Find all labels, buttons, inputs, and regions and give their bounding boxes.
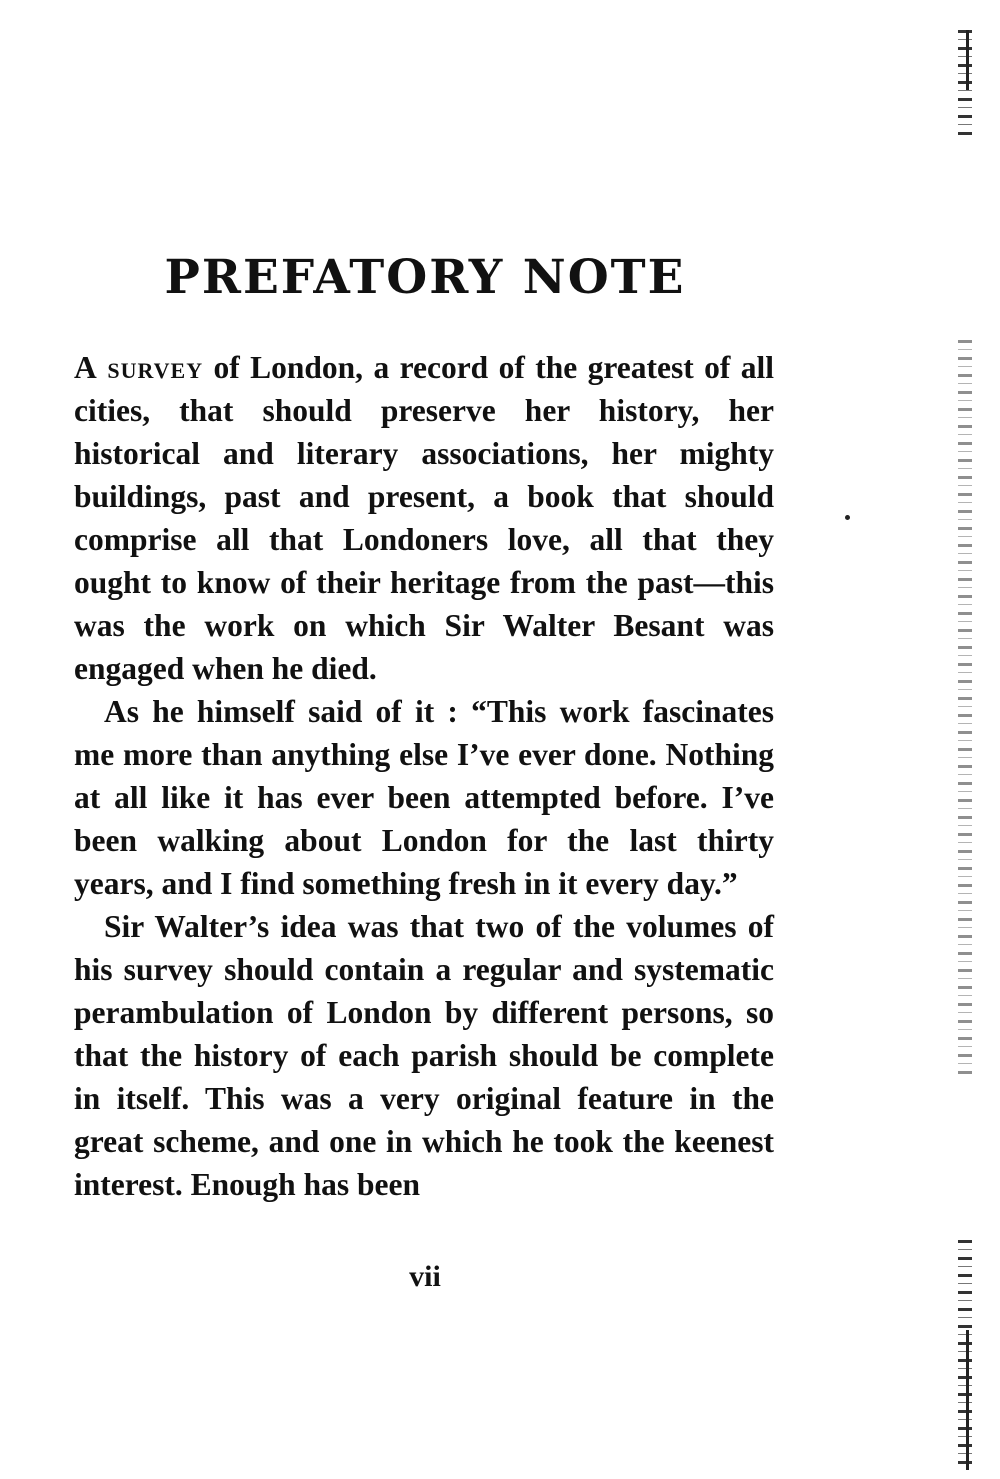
scan-edge-line-top xyxy=(966,30,969,90)
paragraph-1-lead: A survey xyxy=(74,350,204,385)
scan-edge-shadow-middle xyxy=(958,340,972,1080)
paragraph-3: Sir Walter’s idea was that two of the volumes of his survey should contain a regular and systematic perambulation of London by different persons, so that the history of each parish should be complete in itself. This was a very original feature in the great scheme, and one in which he took the keenest interest. Enough has been xyxy=(74,909,774,1202)
body-text xyxy=(74,346,774,1206)
paragraph-1-text: of London, a record of the greatest of all cities, that should preserve her history, her historical and literary associations, her mighty buildings, past and present, a book that should comprise all that Londoners love, all that they ought to know of their heritage from the past—this was the work on which Sir Walter Besant was engaged when he died. xyxy=(74,350,774,686)
paragraph-1 xyxy=(74,346,774,690)
page-number: vii xyxy=(409,1260,441,1293)
scan-edge-shadow-bottom xyxy=(958,1240,972,1470)
scan-edge-shadow-top xyxy=(958,30,972,140)
paragraph-2: As he himself said of it : “This work fascinates me more than anything else I’ve ever done. Nothing at all like it has ever been attempted before. I’ve been walking about London for the last thirty years, and I find something fresh in it every day.” xyxy=(74,694,774,901)
scan-speck xyxy=(845,515,850,520)
page-title: PREFATORY NOTE xyxy=(164,250,686,305)
scan-edge-line-bottom xyxy=(966,1330,969,1470)
